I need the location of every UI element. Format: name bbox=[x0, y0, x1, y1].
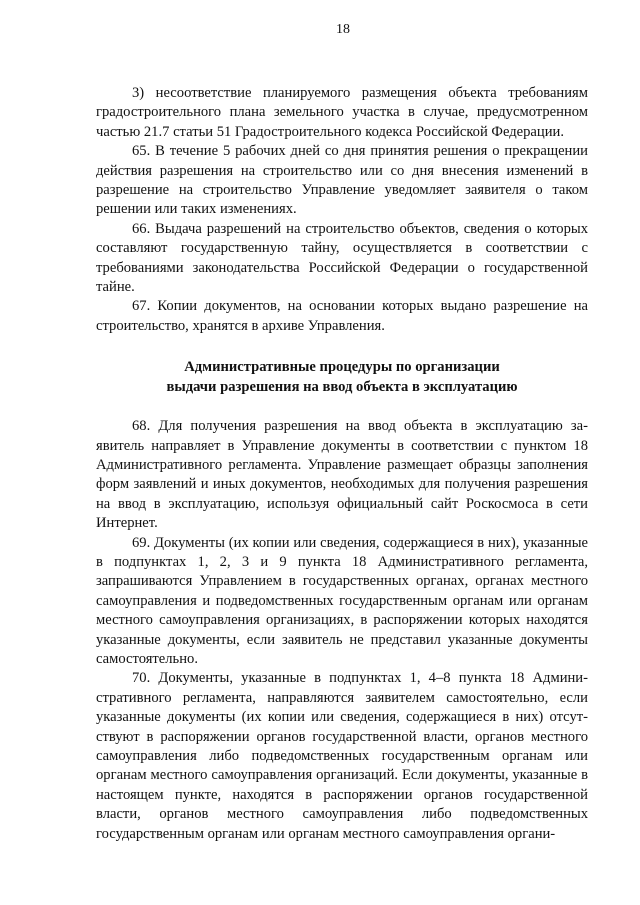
paragraph-66: 66. Выдача разрешений на строительство объектов, сведения о которых составляют государственную тайну, осуществляется в соответствии с требованиями законодательства Российской Федерации о государственной тайне. bbox=[96, 220, 588, 296]
paragraph-3-subitem: 3) несоответствие планируемого размещения объекта требованиям градостроительного плана земельного участка в случае, предусмотренном частью 21.7 статьи 51 Градостроительного кодекса Российской Федерации. bbox=[96, 85, 588, 140]
paragraph-67: 67. Копии документов, на основании которых выдано разрешение на строительство, хранятся в архиве Управления. bbox=[96, 298, 588, 334]
page-number: 18 bbox=[336, 22, 350, 37]
paragraph-65: 65. В течение 5 рабочих дней со дня принятия решения о прекращении действия разрешения на строительство или со дня внесения изменений в разрешение на строительство Управление уведомляет заявителя о таком решении или таких изменениях. bbox=[96, 143, 588, 218]
paragraph-68: 68. Для получения разрешения на ввод объекта в эксплуатацию заявитель направляет в Управление документы в соответствии с пунктом 18 Административного регламента. Управление размещает образцы заполнения форм заявлений и иных документов, необходимых для получения разрешения на ввод в эксплуатацию, используя официальный сайт Роскосмоса в сети Интернет. bbox=[96, 418, 588, 532]
section-heading-line-1: Административные процедуры по организации bbox=[184, 359, 500, 376]
document-page bbox=[96, 20, 588, 844]
section-heading-line-2: выдачи разрешения на ввод объекта в эксплуатацию bbox=[166, 378, 518, 395]
section-heading bbox=[96, 358, 588, 397]
paragraph-69: 69. Документы (их копии или сведения, содержащиеся в них), указанные в подпунктах 1, 2, 3 и 9 пункта 18 Административного регламента, запрашиваются Управлением в государственных органах, органах местного самоуправления и подведомственных государственным органам или органам местного самоуправления организациях, в распоряжении которых находятся указанные документы, если заявитель не представил указанные документы самостоятельно. bbox=[96, 534, 588, 667]
paragraph-70: 70. Документы, указанные в подпунктах 1, 4–8 пункта 18 Административного регламента, направляются заявителем самостоятельно, если указанные документы (их копии или сведения, содержащиеся в них) отсутствуют в распоряжении органов государственной власти, органов местного самоуправления либо подведомственных государственным органам или органам местного самоуправления организаций. Если документы, указанные в настоящем пункте, находятся в распоряжении органов государственной власти, органов местного самоуправления либо подведомственных государственным органам или органам местного самоуправления органи- bbox=[96, 670, 588, 842]
